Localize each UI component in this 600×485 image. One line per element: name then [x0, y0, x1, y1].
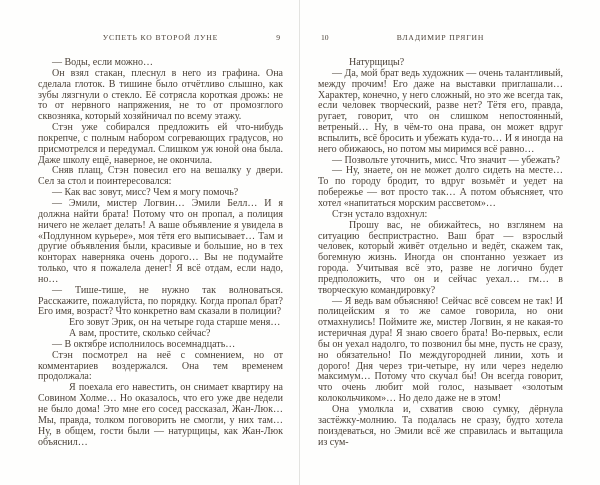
page-number-right: 10	[321, 33, 329, 42]
page-number-left: 9	[276, 33, 280, 42]
page-gutter-divider	[299, 0, 300, 485]
paragraph: — Воды, если можно…	[52, 57, 153, 68]
paragraph: — В октябре исполнилось восемнадцать…	[52, 338, 236, 350]
paragraph: Я поехала его навестить, он снимает квартиру на Совином Холме… Но оказалось, что его уже две недели не было дома! Это мне его сосед рассказал, Жан-Люк… Мы, правда, толком поговорить не смогли, у них там… Ну, в общем, гости были — натурщицы, как Жан-Люк объяснил…	[38, 382, 283, 448]
running-title-left: УСПЕТЬ КО ВТОРОЙ ЛУНЕ	[102, 33, 219, 42]
running-title-right: ВЛАДИМИР ПРЯГИН	[396, 33, 485, 42]
right-page	[318, 33, 563, 448]
left-page	[38, 33, 283, 448]
paragraph: Стэн посмотрел на неё с сомнением, но от комментариев воздержался. Она тем временем продолжала:	[38, 349, 283, 383]
paragraph: — Позвольте уточнить, мисс. Что значит — убежать?	[332, 154, 560, 166]
paragraph: — Тише-тише, не нужно так волноваться. Расскажите, пожалуйста, по порядку. Когда пропал брат? Его имя, возраст? Что конкретно вам сказали в полиции?	[38, 284, 283, 318]
paragraph: А вам, простите, сколько сейчас?	[69, 328, 211, 340]
paragraph: Натурщицы?	[349, 57, 405, 68]
paragraph: — Эмили, мистер Логвин… Эмили Белл… И я должна найти брата! Потому что он пропал, а полиция ничего не желает делать! А ваше объявление я увидела в «Подлунном курьере», моя тётя его выписывает… Там и другие объявления были, красивые и большие, но в тех конторах наверняка очень дорого… Вы не подумайте только, что я пожалела денег! Я всё отдам, если надо, но…	[38, 197, 283, 285]
paragraph: — Как вас зовут, мисс? Чем я могу помочь?	[52, 187, 239, 199]
paragraph: Она умолкла и, схватив свою сумку, дёрнула застёжку-молнию. Та подалась не сразу, будто хотела поиздеваться, но Эмили всё же справилась и вытащила из сум-	[318, 404, 563, 448]
paragraph: Сняв плащ, Стэн повесил его на вешалку у двери. Сел за стол и поинтересовался:	[38, 165, 283, 188]
paragraph: — Да, мой брат ведь художник — очень талантливый, между прочим! Его даже на выставки приглашали… Характер, конечно, у него сложный, но это же всегда так, если человек творческий, разве нет? Тётя его, правда, ругает, говорит, что он слишком непостоянный, ветреный… Ну, в чём-то она права, он может вдруг вспылить, всё бросить и убежать куда-то… И я иногда на него обижаюсь, но потом мы миримся всё равно…	[318, 67, 563, 155]
right-page-header	[318, 33, 563, 45]
right-page-text	[318, 58, 563, 448]
paragraph: — Ну, знаете, он не может долго сидеть на месте… То по городу бродит, то вдруг возьмёт и уедет на побережье — вот просто так… А потом объясняет, что хотел «напитаться морским рассветом»…	[318, 165, 563, 209]
left-page-text	[38, 58, 283, 448]
paragraph: Прошу вас, не обижайтесь, но взглянем на ситуацию беспристрастно. Ваш брат — взрослый человек, который живёт отдельно и ведёт, скажем так, богемную жизнь. Иногда он спонтанно уезжает из города. Учитывая всё это, разве не логично будет предположить, что он и сейчас уехал… гм… в творческую командировку?	[318, 219, 563, 296]
paragraph: Стэн устало вздохнул:	[332, 208, 428, 220]
paragraph: Стэн уже собирался предложить ей что-нибудь покрепче, с полным набором согревающих градусов, но присмотрелся и передумал. Слишком уж юной она была. Даже школу ещё, наверное, не окончила.	[38, 122, 283, 166]
paragraph: Он взял стакан, плеснул в него из графина. Она сделала глоток. В тишине было отчётливо слышно, как зубы лязгнули о стекло. Её сотрясла короткая дрожь: не то от нервного напряжения, не то от промозглого сквозняка, который хозяйничал по всему этажу.	[38, 67, 283, 123]
paragraph: Его зовут Эрик, он на четыре года старше меня…	[69, 317, 281, 329]
left-page-header	[38, 33, 283, 45]
paragraph: — Я ведь вам объясняю! Сейчас всё совсем не так! И полицейским я то же самое говорила, но они отмахнулись! Поймите же, мистер Логвин, я не какая-то истеричная дура! Я знаю своего брата! Во-первых, если бы он уехал надолго, то позвонил бы мне, пусть не сразу, но обязательно! По междугородней линии, хоть и дорого! Дня через три-четыре, ну или через неделю максимум… Потому что скучал бы! Он всегда говорит, что очень любит мой голос, называет «золотым колокольчиком»… Но дело даже не в этом!	[318, 295, 563, 405]
